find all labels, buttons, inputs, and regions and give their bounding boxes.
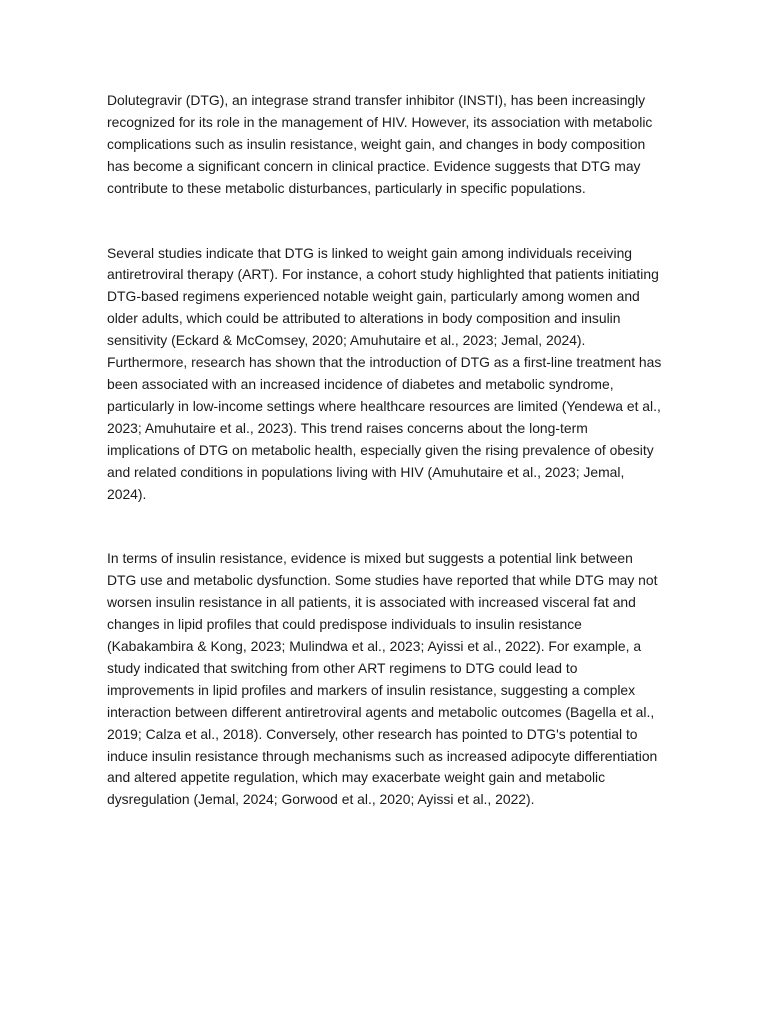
paragraph-3: In terms of insulin resistance, evidence is mixed but suggests a potential link between DTG use and metabolic dysfunction. Some studies have reported that while DTG may not worsen insulin resistance in all patients, it is associated with increased visceral fat and changes in lipid profiles that could predispose individuals to insulin resistance (Kabakambira & Kong, 2023; Mulindwa et al., 2023; Ayissi et al., 2022). For example, a study indicated that switching from other ART regimens to DTG could lead to improvements in lipid profiles and markers of insulin resistance, suggesting a complex interaction between different antiretroviral agents and metabolic outcomes (Bagella et al., 2019; Calza et al., 2018). Conversely, other research has pointed to DTG's potential to induce insulin resistance through mechanisms such as increased adipocyte differentiation and altered appetite regulation, which may exacerbate weight gain and metabolic dysregulation (Jemal, 2024; Gorwood et al., 2020; Ayissi et al., 2022). [107,550,658,808]
paragraph-1: Dolutegravir (DTG), an integrase strand transfer inhibitor (INSTI), has been increasingly recognized for its role in the management of HIV. However, its association with metabolic complications such as insulin resistance, weight gain, and changes in body composition has become a significant concern in clinical practice. Evidence suggests that DTG may contribute to these metabolic disturbances, particularly in specific populations. [107,92,653,196]
paragraph-2: Several studies indicate that DTG is linked to weight gain among individuals receiving antiretroviral therapy (ART). For instance, a cohort study highlighted that patients initiating DTG-based regimens experienced notable weight gain, particularly among women and older adults, which could be attributed to alterations in body composition and insulin sensitivity (Eckard & McComsey, 2020; Amuhutaire et al., 2023; Jemal, 2024). Furthermore, research has shown that the introduction of DTG as a first-line treatment has been associated with an increased incidence of diabetes and metabolic syndrome, particularly in low-income settings where healthcare resources are limited (Yendewa et al., 2023; Amuhutaire et al., 2023). This trend raises concerns about the long-term implications of DTG on metabolic health, especially given the rising prevalence of obesity and related conditions in populations living with HIV (Amuhutaire et al., 2023; Jemal, 2024). [107,244,662,502]
document-body [107,90,663,811]
